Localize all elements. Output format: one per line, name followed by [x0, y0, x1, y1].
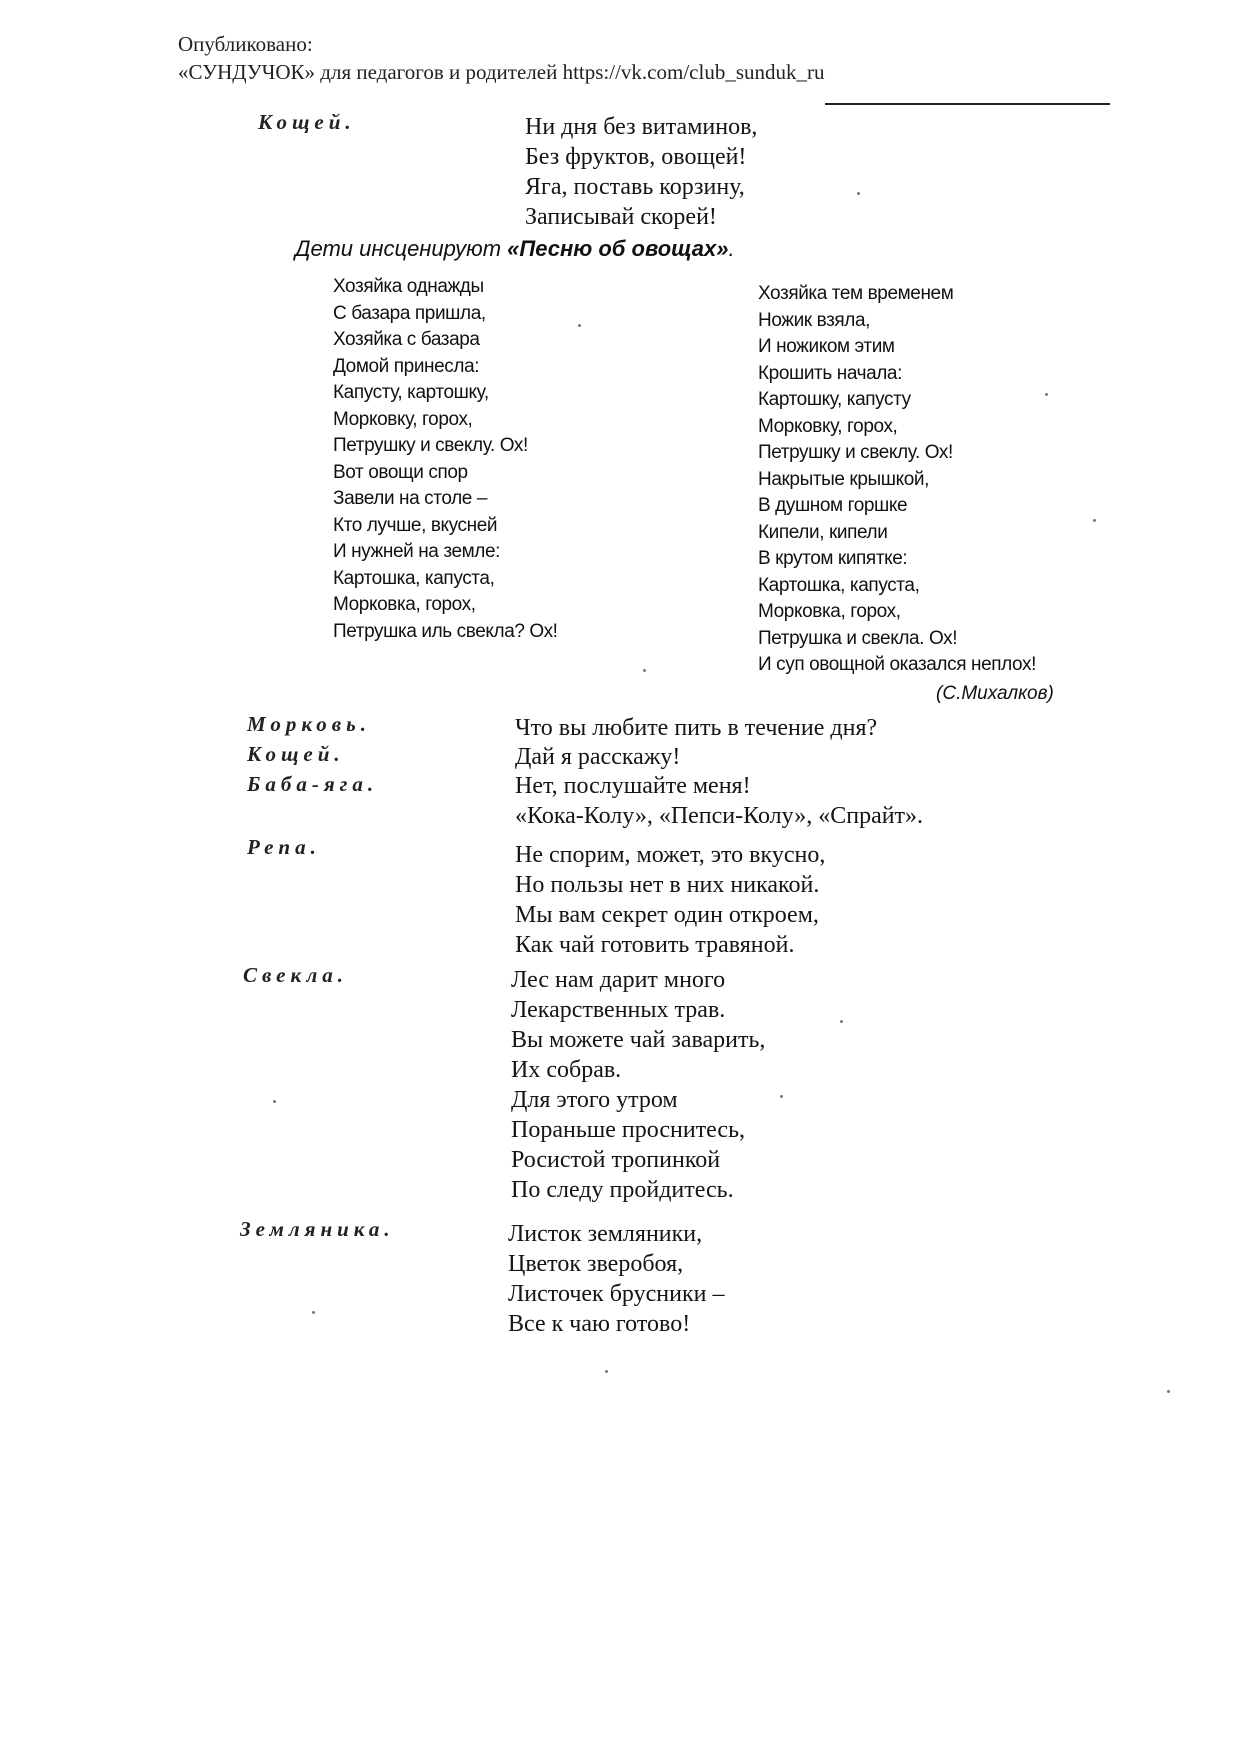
header-line-1: Опубликовано:	[178, 32, 313, 56]
verse-line: Цветок зверобоя,	[508, 1251, 684, 1277]
song-line: В душном горшке	[758, 495, 908, 516]
song-line: И суп овощной оказался неплох!	[758, 654, 1036, 675]
song-line: Домой принесла:	[333, 355, 480, 377]
stage-direction-text: Дети инсценируют	[295, 236, 508, 261]
song-line: Картошку, капусту	[758, 389, 911, 410]
song-line: Капусту, картошку,	[333, 382, 489, 403]
song-author: (С.Михалков)	[936, 683, 1054, 704]
verse-line: Дай я расскажу!	[515, 744, 681, 770]
scan-speck	[780, 1095, 783, 1098]
song-line: Хозяйка с базара	[333, 329, 480, 350]
song-right-column	[758, 281, 1036, 679]
stanza-morkov	[515, 713, 877, 743]
song-line: Морковка, горох,	[758, 601, 901, 622]
verse-line: Мы вам секрет один откроем,	[515, 902, 819, 928]
song-line: Морковку, горох,	[333, 408, 473, 430]
song-line: Кто лучше, вкусней	[333, 514, 498, 536]
verse-line: Листок земляники,	[508, 1221, 703, 1247]
scan-speck	[1093, 519, 1096, 522]
speaker-koschei-2: Кощей.	[247, 742, 345, 766]
verse-line: Все к чаю готово!	[508, 1311, 691, 1337]
stage-direction	[295, 236, 735, 262]
song-left-column	[333, 274, 558, 645]
song-line: Морковку, горох,	[758, 415, 898, 437]
stanza-svekla	[511, 965, 765, 1205]
song-line: Картошка, капуста,	[333, 567, 495, 589]
scan-speck	[643, 669, 646, 672]
song-line: Петрушка иль свекла? Ох!	[333, 620, 558, 642]
song-line: В крутом кипятке:	[758, 548, 908, 569]
speaker-repa: Репа.	[247, 835, 321, 859]
verse-line: Без фруктов, овощей!	[525, 144, 747, 170]
verse-line: Что вы любите пить в течение дня?	[515, 715, 878, 741]
scan-speck	[1167, 1390, 1170, 1393]
stanza-koschei-2	[515, 742, 680, 772]
verse-line: Как чай готовить травяной.	[515, 932, 795, 958]
verse-line: Лекарственных трав.	[511, 997, 726, 1023]
stanza-baba-yaga	[515, 771, 923, 831]
stanza-repa	[515, 840, 825, 960]
stanza-zemlyanika	[508, 1219, 724, 1339]
stage-direction-end: .	[728, 236, 735, 261]
verse-line: По следу пройдитесь.	[511, 1177, 734, 1203]
verse-line: Нет, послушайте меня!	[515, 773, 751, 799]
song-line: Картошка, капуста,	[758, 574, 920, 596]
verse-line: Их собрав.	[511, 1057, 622, 1083]
scan-speck	[857, 192, 860, 195]
speaker-zemlyanika: Земляника.	[240, 1217, 395, 1241]
speaker-morkov: Морковь.	[247, 712, 371, 736]
song-title: «Песню об овощах»	[507, 236, 729, 261]
verse-line: Записывай скорей!	[525, 204, 717, 230]
verse-line: Листочек брусники –	[508, 1281, 725, 1307]
header-line-2: «СУНДУЧОК» для педагогов и родителей https://vk.com/club_sunduk_ru	[178, 60, 825, 84]
verse-line: Ни дня без витаминов,	[525, 114, 758, 140]
song-line: Петрушку и свеклу. Ох!	[333, 435, 528, 456]
song-line: Ножик взяла,	[758, 309, 871, 331]
song-line: Хозяйка тем временем	[758, 283, 954, 304]
song-line: Кипели, кипели	[758, 521, 888, 543]
song-line: Накрытые крышкой,	[758, 468, 929, 490]
verse-line: Вы можете чай заварить,	[511, 1027, 766, 1053]
song-line: С базара пришла,	[333, 302, 486, 324]
verse-line: Для этого утром	[511, 1087, 678, 1113]
song-line: Завели на столе –	[333, 488, 488, 509]
publication-header	[178, 30, 825, 86]
verse-line: Не спорим, может, это вкусно,	[515, 842, 826, 868]
song-line: И нужней на земле:	[333, 541, 501, 562]
scan-speck	[840, 1020, 843, 1023]
verse-line: Яга, поставь корзину,	[525, 174, 745, 200]
speaker-koschei: Кощей.	[258, 110, 356, 134]
song-line: Хозяйка однажды	[333, 276, 484, 297]
scan-speck	[312, 1311, 315, 1314]
song-line: Петрушка и свекла. Ох!	[758, 627, 958, 649]
verse-line: Но пользы нет в них никакой.	[515, 872, 820, 898]
verse-line: Пораньше проснитесь,	[511, 1117, 746, 1143]
scan-speck	[273, 1100, 276, 1103]
speaker-baba-yaga: Баба-яга.	[247, 772, 379, 796]
verse-line: Лес нам дарит много	[511, 967, 726, 993]
scan-speck	[1045, 393, 1048, 396]
verse-line: Росистой тропинкой	[511, 1147, 721, 1173]
song-line: Петрушку и свеклу. Ох!	[758, 442, 953, 463]
song-line: Крошить начала:	[758, 362, 902, 384]
song-line: И ножиком этим	[758, 336, 895, 357]
scan-speck	[578, 324, 581, 327]
verse-line: «Кока-Колу», «Пепси-Колу», «Спрайт».	[515, 803, 924, 829]
scan-speck	[605, 1370, 608, 1373]
divider-line	[825, 103, 1110, 105]
speaker-svekla: Свекла.	[243, 963, 349, 987]
song-line: Морковка, горох,	[333, 594, 476, 615]
stanza-koschei-vitamins	[525, 112, 757, 232]
song-line: Вот овощи спор	[333, 461, 468, 483]
